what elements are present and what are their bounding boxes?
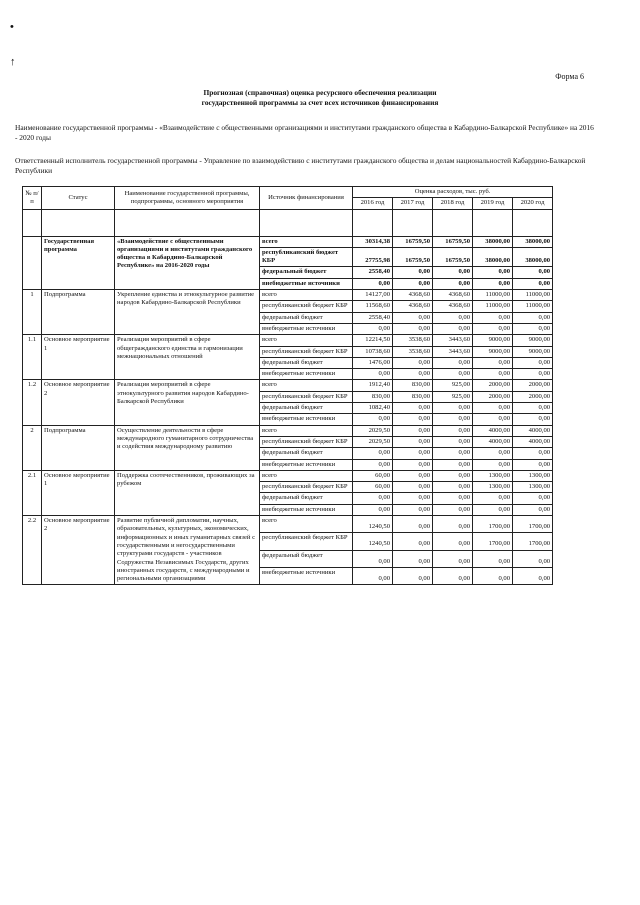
value-cell: 0,00 [473,504,513,515]
row-num [23,236,42,289]
value-cell: 0,00 [513,357,553,368]
value-cell: 1240,50 [353,533,393,550]
value-cell: 0,00 [433,550,473,567]
source-cell: республиканский бюджет КБР [260,247,353,267]
row-name: Укрепление единства и этнокультурное развитие народов Кабардино-Балкарской Республики [115,290,260,335]
value-cell: 4368,60 [433,301,473,312]
source-cell: республиканский бюджет КБР [260,391,353,402]
value-cell: 16759,50 [393,236,433,247]
value-cell: 9000,00 [473,346,513,357]
value-cell: 0,00 [393,403,433,414]
value-cell: 0,00 [513,278,553,289]
value-cell: 4000,00 [513,436,553,447]
value-cell: 2000,00 [513,380,553,391]
title-line-1: Прогнозная (справочная) оценка ресурсного обеспечения реализации [203,88,437,97]
value-cell: 0,00 [393,414,433,425]
value-cell: 11000,00 [513,301,553,312]
value-cell: 925,00 [433,391,473,402]
value-cell: 2029,50 [353,425,393,436]
header-year: 2018 год [433,198,473,209]
responsible-executor: Ответственный исполнитель государственной программы - Управление по взаимодействию с институтами гражданского общества и делам национальностей Кабардино-Балкарской Республики [15,156,586,175]
value-cell: 0,00 [473,357,513,368]
value-cell: 0,00 [433,568,473,585]
value-cell: 0,00 [393,312,433,323]
value-cell: 0,00 [513,550,553,567]
value-cell: 0,00 [513,312,553,323]
value-cell: 0,00 [393,323,433,334]
value-cell: 0,00 [433,267,473,278]
value-cell: 60,00 [353,482,393,493]
value-cell: 0,00 [433,414,473,425]
value-cell: 27755,98 [353,247,393,267]
table-row [23,236,553,247]
form-label: Форма 6 [555,72,584,81]
row-name: Поддержка соотечественников, проживающих за рубежом [115,470,260,515]
header-status: Статус [42,187,115,210]
value-cell: 0,00 [353,550,393,567]
scan-tick-mark: ↑ [10,56,16,68]
value-cell: 0,00 [513,414,553,425]
value-cell: 0,00 [393,369,433,380]
source-cell: федеральный бюджет [260,493,353,504]
value-cell: 10738,60 [353,346,393,357]
source-cell: федеральный бюджет [260,550,353,567]
source-cell: внебюджетные источники [260,369,353,380]
source-cell: всего [260,516,353,533]
value-cell: 0,00 [393,436,433,447]
value-cell: 0,00 [433,425,473,436]
source-cell: внебюджетные источники [260,278,353,289]
row-name: Осуществление деятельности в сфере международного гуманитарного сотрудничества и содействия международному развитию [115,425,260,470]
value-cell: 0,00 [473,459,513,470]
value-cell: 3443,60 [433,346,473,357]
value-cell: 0,00 [393,278,433,289]
value-cell: 38000,00 [473,236,513,247]
value-cell: 0,00 [513,448,553,459]
value-cell: 0,00 [353,448,393,459]
row-status: Основное мероприятие 2 [42,516,115,585]
value-cell: 0,00 [433,357,473,368]
value-cell: 0,00 [353,504,393,515]
value-cell: 0,00 [393,448,433,459]
value-cell: 0,00 [433,533,473,550]
value-cell: 0,00 [393,493,433,504]
value-cell: 830,00 [353,391,393,402]
value-cell: 0,00 [393,482,433,493]
value-cell: 0,00 [513,459,553,470]
value-cell: 0,00 [473,278,513,289]
value-cell: 0,00 [433,504,473,515]
value-cell: 1476,00 [353,357,393,368]
row-status: Основное мероприятие 1 [42,335,115,380]
row-num: 2 [23,425,42,470]
value-cell: 0,00 [353,568,393,585]
value-cell: 9000,00 [513,346,553,357]
value-cell: 0,00 [393,470,433,481]
value-cell: 4000,00 [473,436,513,447]
value-cell: 38000,00 [513,236,553,247]
program-name: Наименование государственной программы - «Взаимодействие с общественными организациями и институтами гражданского общества в Кабардино-Балкарской Республике» на 2016 - 2020 годы [15,123,594,142]
value-cell: 16759,50 [433,236,473,247]
spacer-row [23,209,553,236]
source-cell: всего [260,290,353,301]
value-cell: 11000,00 [473,290,513,301]
row-num: 2.2 [23,516,42,585]
value-cell: 0,00 [513,403,553,414]
value-cell: 3443,60 [433,335,473,346]
value-cell: 1082,40 [353,403,393,414]
value-cell: 0,00 [513,267,553,278]
value-cell: 0,00 [393,357,433,368]
value-cell: 1700,00 [513,516,553,533]
value-cell: 2029,50 [353,436,393,447]
value-cell: 11000,00 [513,290,553,301]
value-cell: 3538,60 [393,346,433,357]
header-year: 2017 год [393,198,433,209]
value-cell: 0,00 [473,493,513,504]
value-cell: 0,00 [433,459,473,470]
value-cell: 2000,00 [513,391,553,402]
value-cell: 3538,60 [393,335,433,346]
value-cell: 1300,00 [473,482,513,493]
row-status: Подпрограмма [42,425,115,470]
value-cell: 0,00 [353,369,393,380]
value-cell: 0,00 [433,436,473,447]
value-cell: 1700,00 [473,533,513,550]
value-cell: 38000,00 [473,247,513,267]
header-num: № п/п [23,187,42,210]
row-num: 1 [23,290,42,335]
value-cell: 830,00 [393,391,433,402]
value-cell: 12214,50 [353,335,393,346]
value-cell: 0,00 [393,267,433,278]
source-cell: внебюджетные источники [260,323,353,334]
value-cell: 0,00 [433,482,473,493]
value-cell: 4368,60 [393,290,433,301]
table-row [23,470,553,481]
row-status: Государственная программа [42,236,115,289]
value-cell: 38000,00 [513,247,553,267]
table-row [23,335,553,346]
value-cell: 0,00 [433,323,473,334]
table-row [23,516,553,533]
value-cell: 0,00 [513,504,553,515]
title-line-2: государственной программы за счет всех источников финансирования [201,98,439,107]
value-cell: 0,00 [433,278,473,289]
row-name: Развитие публичной дипломатии, научных, образовательных, культурных, экономических, информационных и иных гуманитарных связей с государственными и негосударственными структурами государств - участников Содружества Независимых Государств, других иностранных государств, с международными и региональными организациями [115,516,260,585]
value-cell: 0,00 [393,533,433,550]
value-cell: 0,00 [433,369,473,380]
value-cell: 0,00 [353,323,393,334]
value-cell: 9000,00 [513,335,553,346]
resource-table [22,186,553,585]
value-cell: 0,00 [433,312,473,323]
source-cell: внебюджетные источники [260,459,353,470]
value-cell: 4000,00 [513,425,553,436]
table-body [23,236,553,585]
value-cell: 0,00 [393,550,433,567]
value-cell: 0,00 [393,459,433,470]
value-cell: 11568,60 [353,301,393,312]
row-status: Основное мероприятие 2 [42,380,115,425]
value-cell: 1300,00 [513,470,553,481]
value-cell: 2000,00 [473,380,513,391]
source-cell: республиканский бюджет КБР [260,482,353,493]
value-cell: 4368,60 [433,290,473,301]
source-cell: республиканский бюджет КБР [260,436,353,447]
table-row [23,425,553,436]
value-cell: 2558,40 [353,312,393,323]
value-cell: 9000,00 [473,335,513,346]
table-row [23,380,553,391]
source-cell: республиканский бюджет КБР [260,533,353,550]
value-cell: 0,00 [473,403,513,414]
page-title [100,88,540,108]
value-cell: 16759,50 [393,247,433,267]
value-cell: 0,00 [353,493,393,504]
value-cell: 2558,40 [353,267,393,278]
source-cell: федеральный бюджет [260,267,353,278]
source-cell: внебюджетные источники [260,414,353,425]
scan-dot-mark: • [10,21,14,33]
value-cell: 1912,40 [353,380,393,391]
value-cell: 0,00 [473,323,513,334]
value-cell: 4368,60 [393,301,433,312]
source-cell: внебюджетные источники [260,568,353,585]
source-cell: всего [260,380,353,391]
value-cell: 1300,00 [513,482,553,493]
source-cell: внебюджетные источники [260,504,353,515]
value-cell: 0,00 [393,504,433,515]
value-cell: 14127,00 [353,290,393,301]
header-year: 2016 год [353,198,393,209]
value-cell: 2000,00 [473,391,513,402]
value-cell: 0,00 [513,568,553,585]
row-status: Основное мероприятие 1 [42,470,115,515]
source-cell: федеральный бюджет [260,357,353,368]
value-cell: 1700,00 [513,533,553,550]
source-cell: всего [260,470,353,481]
value-cell: 0,00 [353,278,393,289]
source-cell: федеральный бюджет [260,403,353,414]
row-name: Реализация мероприятий в сфере этнокультурного развития народов Кабардино-Балкарской Республики [115,380,260,425]
value-cell: 0,00 [473,369,513,380]
row-num: 2.1 [23,470,42,515]
row-num: 1.1 [23,335,42,380]
header-name: Наименование государственной программы, подпрограммы, основного мероприятия [115,187,260,210]
header-estimate: Оценка расходов, тыс. руб. [353,187,553,198]
row-name: «Взаимодействие с общественными организациями и институтами гражданского общества в Кабардино-Балкарской Республике» на 2016-2020 годы [115,236,260,289]
source-cell: федеральный бюджет [260,448,353,459]
value-cell: 1240,50 [353,516,393,533]
source-cell: всего [260,335,353,346]
value-cell: 0,00 [473,267,513,278]
value-cell: 0,00 [513,493,553,504]
value-cell: 0,00 [393,516,433,533]
value-cell: 925,00 [433,380,473,391]
value-cell: 0,00 [513,323,553,334]
row-status: Подпрограмма [42,290,115,335]
row-num: 1.2 [23,380,42,425]
value-cell: 0,00 [433,470,473,481]
value-cell: 0,00 [433,493,473,504]
value-cell: 0,00 [473,448,513,459]
value-cell: 11000,00 [473,301,513,312]
value-cell: 1700,00 [473,516,513,533]
table-row [23,290,553,301]
row-name: Реализация мероприятий в сфере общегражданского единства и гармонизации межнациональных отношений [115,335,260,380]
value-cell: 1300,00 [473,470,513,481]
value-cell: 0,00 [353,459,393,470]
value-cell: 0,00 [473,414,513,425]
header-year: 2019 год [473,198,513,209]
source-cell: федеральный бюджет [260,312,353,323]
value-cell: 0,00 [473,568,513,585]
header-source: Источник финансирования [260,187,353,210]
value-cell: 0,00 [433,448,473,459]
value-cell: 0,00 [513,369,553,380]
value-cell: 0,00 [393,568,433,585]
value-cell: 830,00 [393,380,433,391]
source-cell: всего [260,425,353,436]
value-cell: 0,00 [433,403,473,414]
value-cell: 30314,38 [353,236,393,247]
header-year: 2020 год [513,198,553,209]
value-cell: 0,00 [473,550,513,567]
source-cell: республиканский бюджет КБР [260,346,353,357]
value-cell: 16759,50 [433,247,473,267]
value-cell: 60,00 [353,470,393,481]
value-cell: 0,00 [393,425,433,436]
value-cell: 0,00 [473,312,513,323]
source-cell: всего [260,236,353,247]
value-cell: 0,00 [433,516,473,533]
value-cell: 4000,00 [473,425,513,436]
source-cell: республиканский бюджет КБР [260,301,353,312]
value-cell: 0,00 [353,414,393,425]
